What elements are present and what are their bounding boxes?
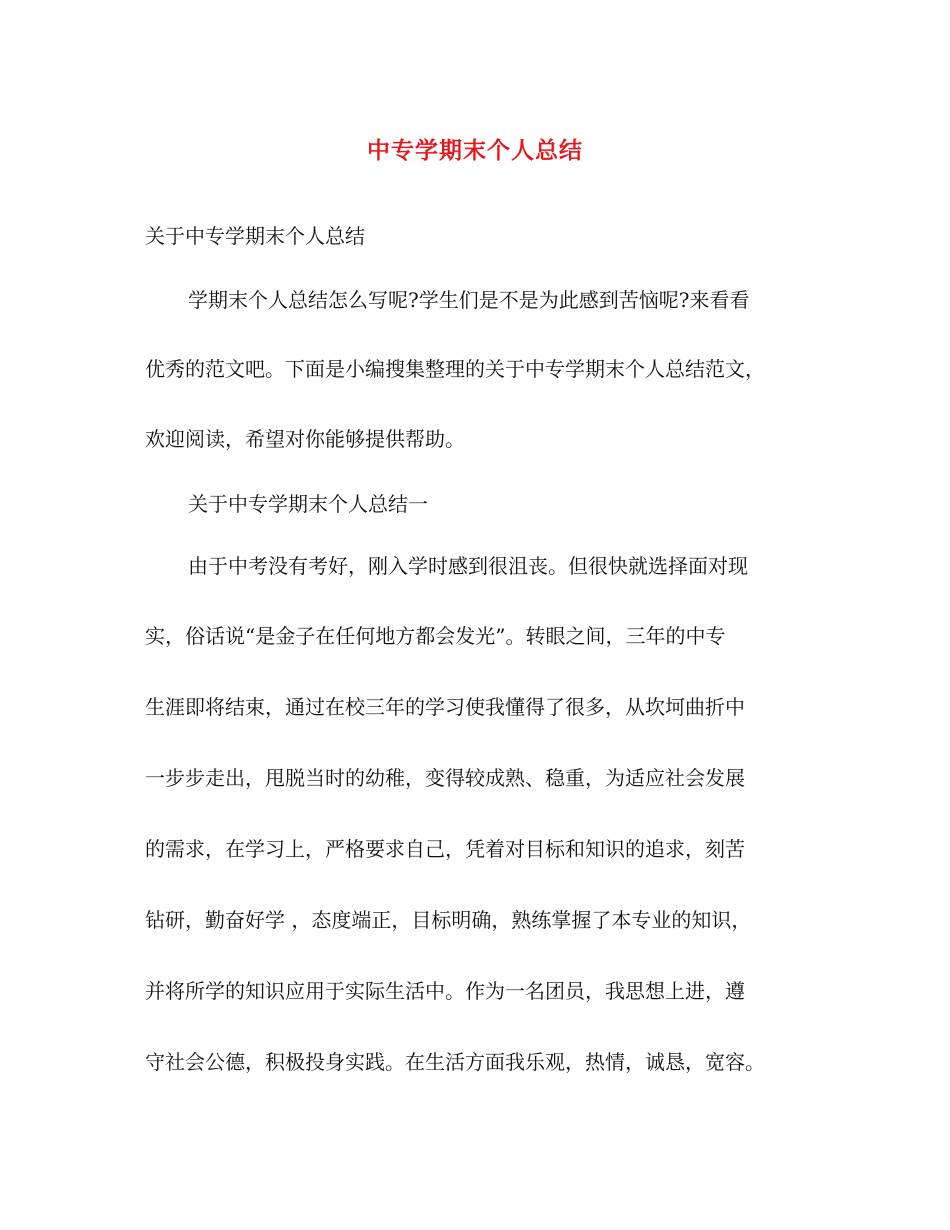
paragraph-line: 守社会公德，积极投身实践。在生活方面我乐观，热情，诚恳，宽容。 xyxy=(145,1050,765,1074)
section-heading: 关于中专学期末个人总结一 xyxy=(188,492,428,516)
paragraph-line: 欢迎阅读，希望对你能够提供帮助。 xyxy=(145,427,465,451)
paragraph-line: 学期末个人总结怎么写呢?学生们是不是为此感到苦恼呢?来看看 xyxy=(188,288,750,312)
paragraph-line: 实，俗话说“是金子在任何地方都会发光”。转眼之间，三年的中专 xyxy=(145,624,726,648)
paragraph-line: 生涯即将结束，通过在校三年的学习使我懂得了很多，从坎坷曲折中 xyxy=(145,695,745,719)
paragraph-line: 由于中考没有考好，刚入学时感到很沮丧。但很快就选择面对现 xyxy=(188,554,748,578)
paragraph-line: 的需求，在学习上，严格要求自己，凭着对目标和知识的追求，刻苦 xyxy=(145,837,745,861)
paragraph-line: 并将所学的知识应用于实际生活中。作为一名团员，我思想上进，遵 xyxy=(145,979,745,1003)
paragraph-line: 优秀的范文吧。下面是小编搜集整理的关于中专学期末个人总结范文， xyxy=(145,357,765,381)
paragraph-line: 一步步走出，甩脱当时的幼稚，变得较成熟、稳重，为适应社会发展 xyxy=(145,766,745,790)
subtitle-line: 关于中专学期末个人总结 xyxy=(145,224,365,248)
paragraph-line: 钻研，勤奋好学 ，态度端正，目标明确，熟练掌握了本专业的知识， xyxy=(145,908,752,932)
document-title: 中专学期末个人总结 xyxy=(367,137,583,164)
